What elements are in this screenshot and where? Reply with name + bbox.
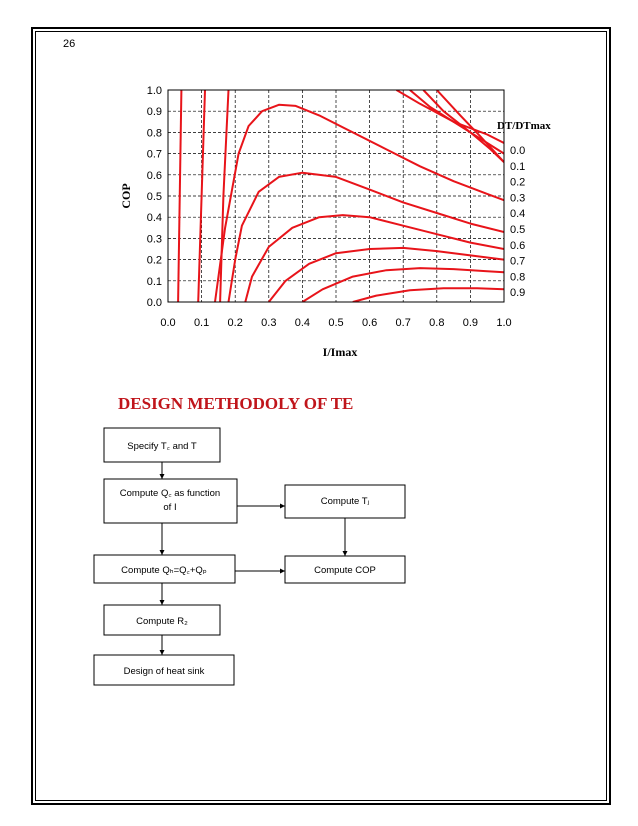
legend-label: 0.9 — [510, 287, 526, 300]
y-tick-label: 0.1 — [146, 275, 162, 288]
x-tick-labels — [160, 317, 511, 329]
section-title: DESIGN METHODOLY OF TE — [118, 394, 354, 413]
y-tick-label: 0.9 — [146, 106, 162, 119]
design-flowchart — [90, 425, 420, 690]
legend-label: 0.0 — [510, 145, 526, 157]
series-line — [229, 173, 505, 302]
box-specify-label: Specify T꜀ and T — [127, 441, 197, 452]
y-tick-label: 0.2 — [146, 254, 162, 267]
legend-label: 0.8 — [510, 271, 526, 284]
x-tick-label: 0.4 — [294, 317, 311, 329]
x-tick-label: 0.6 — [361, 317, 378, 329]
y-tick-label: 0.8 — [146, 127, 162, 140]
x-axis-label: I/Imax — [322, 345, 358, 359]
y-tick-label: 0.3 — [146, 233, 162, 246]
series-line — [423, 90, 504, 162]
x-tick-label: 0.3 — [261, 317, 277, 329]
y-tick-label: 0.4 — [146, 212, 162, 225]
x-tick-label: 0.5 — [328, 317, 344, 329]
y-axis-label: COP — [119, 183, 133, 209]
series-line — [353, 288, 504, 302]
box-design-sink-label: Design of heat sink — [123, 666, 205, 677]
legend-title: DT/DTmax — [497, 120, 551, 132]
y-tick-label: 1.0 — [146, 85, 162, 97]
x-tick-label: 0.1 — [193, 317, 210, 329]
y-tick-label: 0.6 — [146, 169, 162, 182]
x-tick-label: 0.9 — [462, 317, 479, 329]
legend-label: 0.6 — [510, 239, 526, 252]
cop-chart — [100, 78, 551, 363]
x-tick-label: 0.7 — [395, 317, 411, 329]
legend-label: 0.5 — [510, 224, 526, 236]
page-number: 26 — [63, 38, 76, 50]
y-tick-label: 0.7 — [146, 148, 162, 161]
box-compute-qc-label-2: of I — [163, 502, 177, 513]
legend-label: 0.2 — [510, 176, 526, 189]
x-tick-label: 0.8 — [429, 317, 445, 329]
x-tick-label: 1.0 — [496, 317, 512, 329]
box-compute-cop-label: Compute COP — [314, 565, 376, 576]
x-tick-label: 0.0 — [160, 317, 176, 329]
legend-label: 0.3 — [510, 192, 526, 205]
x-tick-label: 0.2 — [227, 317, 243, 329]
legend-label: 0.4 — [510, 208, 526, 221]
y-tick-label: 0.5 — [146, 191, 162, 203]
series-line — [215, 105, 504, 302]
y-tick-label: 0.0 — [146, 297, 162, 309]
box-compute-r2-label: Compute R₂ — [136, 616, 188, 627]
legend-label: 0.7 — [510, 255, 526, 268]
legend-label: 0.1 — [510, 160, 526, 173]
legend-labels — [510, 145, 525, 299]
box-compute-qc-label-1: Compute Q꜀ as function — [119, 488, 221, 499]
box-compute-tj-label: Compute Tⱼ — [320, 496, 370, 507]
y-tick-labels — [147, 85, 162, 309]
series-line — [220, 90, 228, 302]
box-compute-qc — [104, 479, 237, 523]
box-compute-qh-label: Compute Qₕ=Q꜀+Qₚ — [121, 565, 207, 576]
